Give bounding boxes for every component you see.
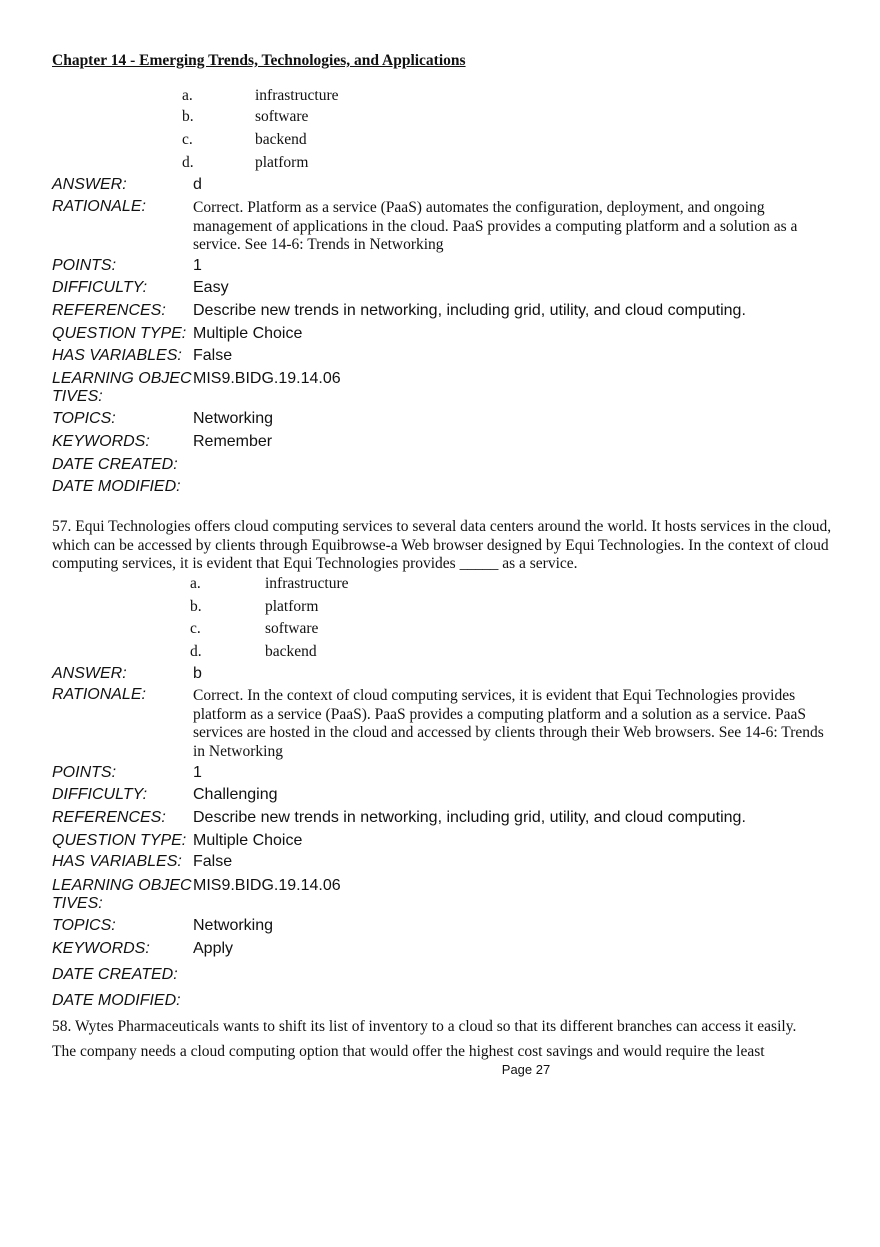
option-letter: d. <box>190 643 202 660</box>
option-letter: b. <box>182 108 194 125</box>
date-modified-label: DATE MODIFIED: <box>52 478 181 495</box>
has-variables-value: False <box>193 853 233 870</box>
points-value: 1 <box>193 764 202 781</box>
topics-value: Networking <box>193 917 274 934</box>
chapter-title: Chapter 14 - Emerging Trends, Technologies, and Applications <box>52 52 466 69</box>
option-text: infrastructure <box>265 575 349 592</box>
learning-objectives-label-line2: TIVES: <box>52 388 103 405</box>
difficulty-value: Challenging <box>193 786 278 803</box>
rationale-text: Correct. Platform as a service (PaaS) automates the configuration, deployment, and ongoing management of applications in the cloud. PaaS provides a computing platform and a solution as a service. See 14-6: Trends in Networking <box>193 199 798 253</box>
answer-value: d <box>193 176 202 193</box>
keywords-label: KEYWORDS: <box>52 940 150 957</box>
has-variables-value: False <box>193 347 233 364</box>
rationale-text: Correct. In the context of cloud computing services, it is evident that Equi Technologies provides platform as a service (PaaS). PaaS provides a computing platform and a solution as a service. PaaS services are hosted in the cloud and accessed by clients through their Web browsers. See 14-6: Trends in Networking <box>193 687 824 760</box>
date-created-label: DATE CREATED: <box>52 966 178 983</box>
points-label: POINTS: <box>52 764 117 781</box>
option-text: software <box>265 620 319 637</box>
points-label: POINTS: <box>52 257 117 274</box>
references-value: Describe new trends in networking, including grid, utility, and cloud computing. <box>193 809 746 826</box>
date-created-label: DATE CREATED: <box>52 456 178 473</box>
topics-label: TOPICS: <box>52 917 116 934</box>
rationale-label: RATIONALE: <box>52 198 146 215</box>
option-text: platform <box>255 154 309 171</box>
learning-objectives-label-line1: LEARNING OBJEC <box>52 370 192 387</box>
option-text: platform <box>265 598 319 615</box>
keywords-label: KEYWORDS: <box>52 433 150 450</box>
learning-objectives-label-line1: LEARNING OBJEC <box>52 877 192 894</box>
option-letter: c. <box>182 131 193 148</box>
option-letter: b. <box>190 598 202 615</box>
question-stem-line1: 58. Wytes Pharmaceuticals wants to shift its list of inventory to a cloud so that its different branches can access it easily. <box>52 1018 797 1035</box>
has-variables-label: HAS VARIABLES: <box>52 853 182 870</box>
option-letter: a. <box>182 87 193 104</box>
learning-objectives-value: MIS9.BIDG.19.14.06 <box>193 370 341 387</box>
difficulty-label: DIFFICULTY: <box>52 786 148 803</box>
answer-label: ANSWER: <box>52 176 127 193</box>
references-value: Describe new trends in networking, including grid, utility, and cloud computing. <box>193 302 746 319</box>
topics-value: Networking <box>193 410 274 427</box>
difficulty-label: DIFFICULTY: <box>52 279 148 296</box>
option-text: backend <box>255 131 307 148</box>
page-number: Page 27 <box>501 1062 551 1077</box>
topics-label: TOPICS: <box>52 410 116 427</box>
keywords-value: Apply <box>193 940 234 957</box>
learning-objectives-label-line2: TIVES: <box>52 895 103 912</box>
has-variables-label: HAS VARIABLES: <box>52 347 182 364</box>
references-label: REFERENCES: <box>52 302 166 319</box>
option-text: backend <box>265 643 317 660</box>
answer-label: ANSWER: <box>52 665 127 682</box>
option-text: infrastructure <box>255 87 339 104</box>
option-letter: a. <box>190 575 201 592</box>
points-value: 1 <box>193 257 202 274</box>
option-letter: c. <box>190 620 201 637</box>
difficulty-value: Easy <box>193 279 229 296</box>
question-stem-line2: The company needs a cloud computing option that would offer the highest cost savings and would require the least <box>52 1043 765 1060</box>
date-modified-label: DATE MODIFIED: <box>52 992 181 1009</box>
question-stem: 57. Equi Technologies offers cloud computing services to several data centers around the world. It hosts services in the cloud, which can be accessed by clients through Equibrowse-a Web browser designed by Equi Technologies. In the context of cloud computing services, it is evident that Equi Technologies provides _____ as a service. <box>52 518 832 572</box>
references-label: REFERENCES: <box>52 809 166 826</box>
question-type-label: QUESTION TYPE: <box>52 325 187 342</box>
question-type-value: Multiple Choice <box>193 832 303 849</box>
answer-value: b <box>193 665 202 682</box>
learning-objectives-value: MIS9.BIDG.19.14.06 <box>193 877 341 894</box>
question-type-label: QUESTION TYPE: <box>52 832 187 849</box>
keywords-value: Remember <box>193 433 273 450</box>
rationale-label: RATIONALE: <box>52 686 146 703</box>
option-letter: d. <box>182 154 194 171</box>
option-text: software <box>255 108 309 125</box>
question-type-value: Multiple Choice <box>193 325 303 342</box>
